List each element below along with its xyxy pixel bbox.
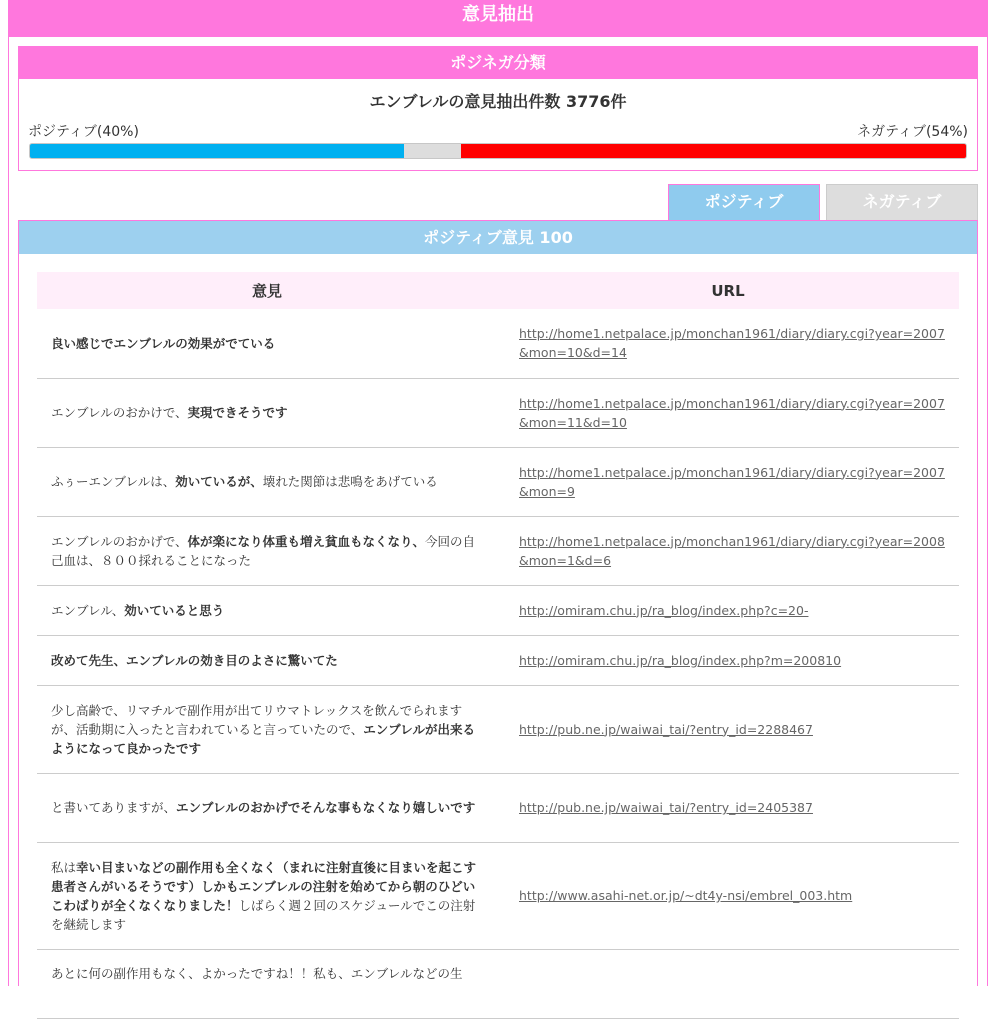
url-cell: [497, 516, 959, 585]
ratio-labels: [28, 121, 968, 141]
opinion-url-link[interactable]: http://www.asahi-net.or.jp/~dt4y-nsi/embrel_003.htm: [519, 888, 853, 903]
opinion-cell: [37, 635, 497, 685]
opinion-text: エンブレル、: [51, 602, 125, 618]
negative-ratio-label: ネガティブ(54%): [857, 124, 968, 140]
posinega-panel: [18, 46, 978, 171]
opinion-text: 実現できそうです: [187, 405, 288, 420]
opinion-text: ふぅーエンブレルは、: [51, 474, 176, 489]
opinion-cell: [37, 378, 497, 447]
url-cell: [497, 585, 959, 635]
opinion-cell: [37, 585, 497, 635]
table-row: [37, 309, 959, 378]
opinion-cell: [37, 949, 497, 1018]
page-title-text: 意見抽出: [462, 4, 534, 25]
url-cell: [497, 447, 959, 516]
opinion-text: エンブレルのおかけで、: [51, 405, 188, 420]
opinion-url-link[interactable]: http://pub.ne.jp/waiwai_tai/?entry_id=2405387: [519, 800, 813, 815]
negative-bar-segment: [461, 144, 966, 158]
posinega-header: ポジネガ分類: [19, 47, 977, 79]
opinion-text: エンブレルのおかげで、: [51, 533, 188, 549]
opinion-table: [37, 272, 959, 1019]
opinion-text: 改めて先生、エンブレルの効き目のよさに驚いてた: [51, 652, 338, 668]
opinion-rows: [37, 309, 959, 1018]
opinion-cell: [37, 309, 497, 378]
column-header-opinion: 意見: [37, 272, 497, 309]
column-header-url: URL: [497, 272, 959, 309]
opinion-text: 私は: [51, 859, 77, 875]
table-row: [37, 949, 959, 1018]
opinion-text: 効いているが、: [175, 474, 263, 489]
positive-ratio-label: ポジティブ(40%): [28, 124, 139, 140]
opinion-text: エンブレルのおかげでそんな事もなくなり嬉しいです: [176, 800, 476, 815]
table-row: [37, 447, 959, 516]
ratio-bar: [29, 143, 967, 159]
opinion-url-link[interactable]: http://home1.netpalace.jp/monchan1961/diary/diary.cgi?year=2007&mon=9: [519, 464, 945, 499]
opinion-text: 効いていると思う: [124, 602, 225, 618]
opinion-url-link[interactable]: http://pub.ne.jp/waiwai_tai/?entry_id=2288467: [519, 721, 813, 737]
table-row: [37, 773, 959, 842]
opinion-text: しばらく週２回のスケジュールでこの注射を継続します: [51, 897, 476, 932]
tab-negative[interactable]: ネガティブ: [826, 184, 978, 220]
opinion-panel: [18, 220, 978, 986]
table-row: [37, 378, 959, 447]
opinion-count: エンブレルの意見抽出件数 3776件: [369, 92, 627, 111]
table-row: [37, 635, 959, 685]
table-header-row: [37, 272, 959, 309]
opinion-cell: [37, 516, 497, 585]
opinion-text: 少し高齢で、リマチルで副作用が出てリウマトレックスを飲んでられますが、活動期に入ったと言われていると言っていたので、: [51, 702, 463, 737]
url-cell: [497, 949, 959, 1018]
opinion-text: 今回の自己血は、８００採れることになった: [51, 533, 475, 568]
opinion-cell: [37, 773, 497, 842]
table-row: [37, 516, 959, 585]
opinion-url-link[interactable]: http://home1.netpalace.jp/monchan1961/diary/diary.cgi?year=2007&mon=11&d=10: [519, 395, 945, 430]
url-cell: [497, 842, 959, 949]
opinion-text: 体が楽になり体重も増え貧血もなくなり、: [187, 533, 425, 549]
opinion-cell: [37, 447, 497, 516]
table-row: [37, 585, 959, 635]
url-cell: [497, 378, 959, 447]
opinion-text: エンブレルが出来るようになって良かったです: [51, 721, 475, 756]
opinion-text: 良い感じでエンブレルの効果がでている: [51, 335, 276, 351]
opinion-text: あとに何の副作用もなく、よかったですね！！私も、エンブレルなどの生: [51, 965, 463, 981]
positive-bar-segment: [30, 144, 404, 158]
opinion-text: 壊れた関節は悲鳴をあげている: [262, 474, 438, 489]
opinion-panel-header: ポジティブ意見 100: [19, 221, 977, 254]
opinion-url-link[interactable]: http://omiram.chu.jp/ra_blog/index.php?c=20-: [519, 602, 809, 618]
opinion-url-link[interactable]: http://home1.netpalace.jp/monchan1961/diary/diary.cgi?year=2007&mon=10&d=14: [519, 326, 945, 361]
opinion-url-link[interactable]: http://omiram.chu.jp/ra_blog/index.php?m=200810: [519, 652, 842, 668]
url-cell: [497, 635, 959, 685]
opinion-text: 幸い目まいなどの副作用も全くなく（まれに注射直後に目まいを起こす患者さんがいるそうです）しかもエンブレルの注射を始めてから朝のひどいこわばりが全くなくなりました！: [51, 859, 477, 913]
opinion-url-link[interactable]: http://home1.netpalace.jp/monchan1961/diary/diary.cgi?year=2008&mon=1&d=6: [519, 533, 945, 568]
table-row: [37, 842, 959, 949]
opinion-text: と書いてありますが、: [51, 800, 177, 815]
url-cell: [497, 309, 959, 378]
url-cell: [497, 773, 959, 842]
table-row: [37, 685, 959, 773]
url-cell: [497, 685, 959, 773]
opinion-cell: [37, 842, 497, 949]
tab-positive[interactable]: ポジティブ: [668, 184, 820, 220]
opinion-cell: [37, 685, 497, 773]
page-title: [8, 0, 988, 37]
